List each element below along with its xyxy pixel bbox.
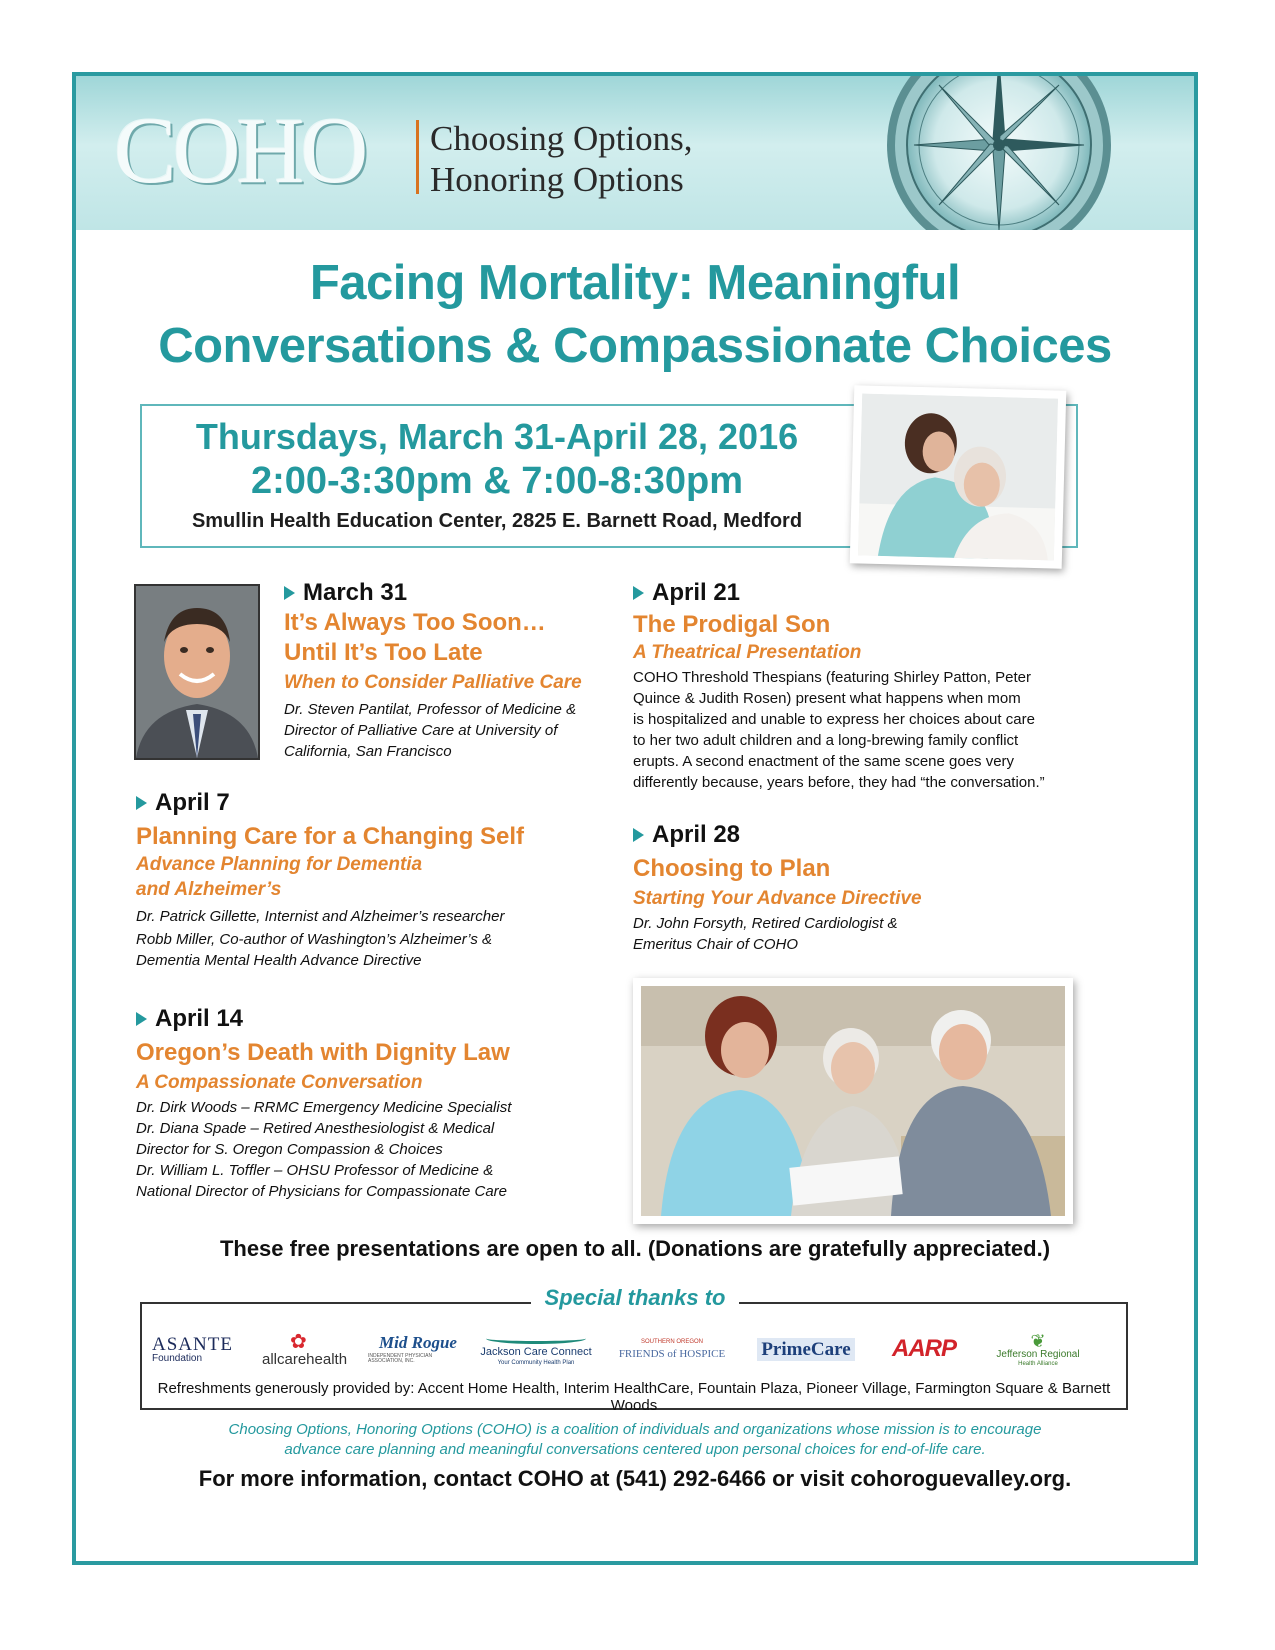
speaker-headshot [134, 584, 260, 760]
allcare-flower-icon: ✿ [290, 1330, 307, 1353]
sponsor-asante-logo [152, 1326, 256, 1372]
jcc-mountain-icon [486, 1333, 586, 1344]
jcc-sub: Your Community Health Plan [497, 1359, 575, 1366]
session-speaker-line2: Emeritus Chair of COHO [633, 936, 799, 953]
session-april-7 [136, 788, 586, 971]
triangle-bullet-icon [284, 586, 295, 600]
session-description-line6: differently because, years before, they had “the conversation.” [633, 774, 1045, 791]
session-date-text: March 31 [303, 579, 408, 606]
coho-logo: COHO [114, 99, 365, 203]
friends-top: SOUTHERN OREGON [640, 1338, 703, 1345]
contact-info: For more information, contact COHO at (541) 292-6466 or visit cohoroguevalley.org. [198, 1466, 1072, 1491]
sponsor-midrogue-logo [368, 1326, 468, 1372]
session-subtitle: A Compassionate Conversation [136, 1072, 423, 1093]
special-thanks-text: Special thanks to [531, 1285, 740, 1310]
sponsor-jackson-care-connect-logo [478, 1326, 594, 1372]
session-description-line5: erupts. A second enactment of the same scene goes very [633, 753, 1015, 770]
session-date [633, 820, 1103, 850]
mission-statement [156, 1420, 1114, 1460]
session-speaker-line3: California, San Francisco [284, 743, 452, 760]
event-title-line2: Conversations & Compassionate Choices [158, 319, 1112, 373]
mission-line1: Choosing Options, Honoring Options (COHO) is a coalition of individuals and organizations whose mission is to encourage [228, 1421, 1042, 1438]
jcc-name: Jackson Care Connect [480, 1345, 592, 1358]
session-speaker-2-line1: Robb Miller, Co-author of Washington’s Alzheimer’s & [136, 931, 493, 948]
session-subtitle: When to Consider Palliative Care [284, 672, 582, 693]
event-times: 2:00-3:30pm & 7:00-8:30pm [250, 460, 744, 502]
compass-icon [884, 76, 1114, 230]
session-speaker-1: Dr. Patrick Gillette, Internist and Alzheimer’s researcher [136, 908, 505, 925]
session-subtitle: A Theatrical Presentation [633, 642, 862, 663]
triangle-bullet-icon [136, 1012, 147, 1026]
session-date-text: April 7 [155, 789, 230, 816]
sponsor-jefferson-regional-logo [988, 1326, 1088, 1372]
event-title-line1: Facing Mortality: Meaningful [309, 256, 961, 310]
jefferson-name: Jefferson Regional [996, 1348, 1080, 1360]
aarp-name: AARP [891, 1335, 956, 1362]
logo-divider [416, 120, 419, 194]
session-date [136, 1004, 586, 1034]
session-title: The Prodigal Son [633, 611, 831, 638]
tagline [430, 118, 693, 200]
session-title-line2: Until It’s Too Late [284, 639, 483, 666]
session-speaker-line1: Dr. Steven Pantilat, Professor of Medicine & [284, 701, 577, 718]
session-title: Oregon’s Death with Dignity Law [136, 1039, 510, 1066]
sponsor-aarp-logo [876, 1326, 972, 1372]
session-date-text: April 21 [652, 579, 741, 606]
midrogue-sub: INDEPENDENT PHYSICIAN ASSOCIATION, INC. [368, 1353, 433, 1364]
friends-name: FRIENDS of HOSPICE [618, 1347, 726, 1360]
event-dates: Thursdays, March 31-April 28, 2016 [195, 416, 799, 457]
asante-name: ASANTE [152, 1333, 233, 1355]
sponsor-friends-of-hospice-logo [604, 1326, 740, 1372]
session-date-text: April 28 [652, 821, 741, 848]
session-march-31 [284, 578, 614, 762]
photo-caregiver-with-couple [633, 978, 1073, 1224]
photo-daughter-and-mother [850, 385, 1067, 568]
tagline-line2: Honoring Options [430, 160, 684, 199]
session-title: Choosing to Plan [633, 855, 831, 882]
session-description-line2: Quince & Judith Rosen) present what happens when mom [633, 690, 1021, 707]
tagline-line1: Choosing Options, [430, 119, 693, 158]
event-venue: Smullin Health Education Center, 2825 E. Barnett Road, Medford [191, 510, 803, 532]
event-title [76, 252, 1194, 378]
triangle-bullet-icon [633, 586, 644, 600]
session-date-text: April 14 [155, 1005, 244, 1032]
session-speaker-2-line1: Dr. Diana Spade – Retired Anesthesiologist & Medical [136, 1120, 495, 1137]
triangle-bullet-icon [136, 796, 147, 810]
session-title-line1: It’s Always Too Soon… [284, 609, 546, 636]
jefferson-sub: Health Alliance [1018, 1360, 1058, 1367]
mission-line2: advance care planning and meaningful conversations centered upon personal choices for end-of-life care. [284, 1441, 986, 1458]
session-april-21 [633, 578, 1103, 793]
refreshments-credit: Refreshments generously provided by: Accent Home Health, Interim HealthCare, Fountain Plaza, Pioneer Village, Farmington Square & Barnett Woods [157, 1380, 1111, 1414]
special-thanks-heading [76, 1285, 1194, 1311]
sponsor-logos [152, 1326, 1116, 1372]
session-april-28 [633, 820, 1103, 955]
session-date [136, 788, 586, 818]
session-subtitle-line1: Advance Planning for Dementia [136, 854, 423, 875]
session-description-line1: COHO Threshold Thespians (featuring Shirley Patton, Peter [633, 669, 1031, 686]
midrogue-name: Mid Rogue [379, 1333, 457, 1352]
session-speaker-2-line2: Dementia Mental Health Advance Directive [136, 952, 422, 969]
session-subtitle: Starting Your Advance Directive [633, 888, 922, 909]
session-april-14 [136, 1004, 586, 1202]
session-speaker-3-line1: Dr. William L. Toffler – OHSU Professor of Medicine & [136, 1162, 494, 1179]
session-description-line3: is hospitalized and unable to express her choices about care [633, 711, 1035, 728]
free-admission-note: These free presentations are open to all. (Donations are gratefully appreciated.) [219, 1236, 1051, 1261]
session-date [633, 578, 1103, 608]
header-banner [76, 76, 1194, 230]
session-speaker-2-line2: Director for S. Oregon Compassion & Choices [136, 1141, 443, 1158]
session-speaker-line1: Dr. John Forsyth, Retired Cardiologist & [633, 915, 898, 932]
asante-sub: Foundation [152, 1352, 203, 1364]
session-title: Planning Care for a Changing Self [136, 823, 525, 850]
session-speaker-1: Dr. Dirk Woods – RRMC Emergency Medicine Specialist [136, 1099, 512, 1116]
allcare-name: allcarehealth [262, 1350, 348, 1368]
triangle-bullet-icon [633, 828, 644, 842]
sponsor-allcare-logo [262, 1326, 358, 1372]
primecare-name: PrimeCare [757, 1338, 854, 1361]
session-speaker-3-line2: National Director of Physicians for Compassionate Care [136, 1183, 507, 1200]
flyer-frame [72, 72, 1198, 1565]
session-date [284, 578, 614, 608]
jefferson-leaf-icon: ❦ [1030, 1330, 1046, 1351]
session-speaker-line2: Director of Palliative Care at University of [284, 722, 558, 739]
session-description-line4: to her two adult children and a long-brewing family conflict [633, 732, 1019, 749]
session-subtitle-line2: and Alzheimer’s [136, 879, 282, 900]
sponsor-primecare-logo [750, 1326, 862, 1372]
